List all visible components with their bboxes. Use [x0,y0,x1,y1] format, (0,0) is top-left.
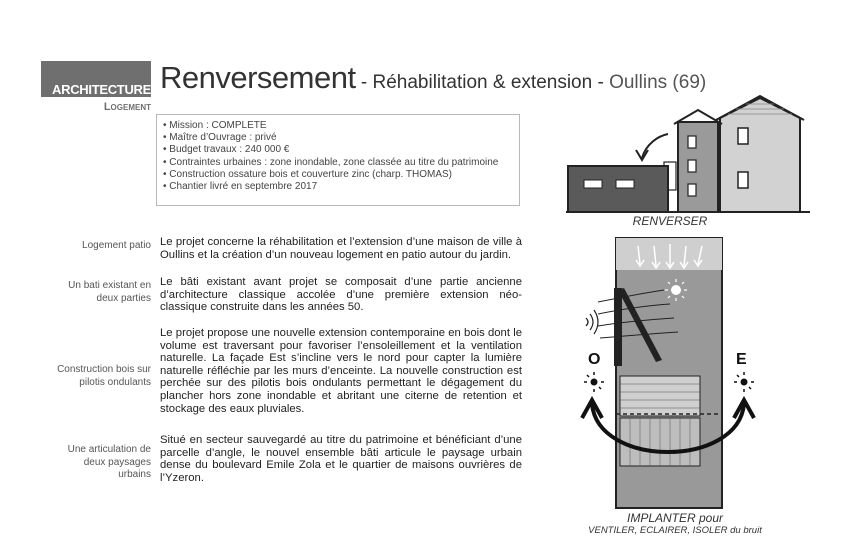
section-text: Le projet concerne la réhabilitation et l’extension d’une maison de ville à Oullins et la création d’un nouveau logement en patio autour du jardin. [160,236,522,261]
section-text: Le bâti existant avant projet se composait d’une partie ancienne d’architecture classique accolée d’une première extension néo-classique construite dans les années 50. [160,276,522,314]
title-separator-2: - [592,72,610,93]
section-text: Situé en secteur sauvegardé au titre du patrimoine et bénéficiant d’une parcelle d’angle, le nouvel ensemble bâti articule le paysage urbain dense du boulevard Emile Zola et le quartier de maisons ouvrières de l’Yzeron. [160,434,522,484]
project-title: Renversement [160,60,356,95]
title-separator: - [355,72,373,93]
caption-renverser: RENVERSER [632,214,708,228]
category-label: ARCHITECTURE [52,82,151,97]
section-label: Logement patio [82,240,151,251]
info-item: • Mission : COMPLETE [163,120,267,131]
info-item: • Contraintes urbaines : zone inondable, zone classée au titre du patrimoine [163,156,499,168]
section-label: Une articulation de deux paysages urbains [67,444,151,480]
info-item: • Chantier livré en septembre 2017 [163,181,318,193]
caption-implanter-sub: VENTILER, ECLAIRER, ISOLER du bruit [588,525,762,536]
implanter-sketch [578,228,778,510]
subcategory-label: Logement [103,101,151,113]
letter-east: E [736,351,747,368]
caption-implanter: IMPLANTER pour [626,511,724,525]
project-location: Oullins (69) [609,72,707,93]
project-subtitle: Réhabilitation & extension [372,72,593,93]
section-label: Un bati existant en deux parties [68,280,151,304]
section-text: Le projet propose une nouvelle extension contemporaine en bois dont le volume est traversant pour favoriser l’ensoleillement et la ventilation naturelle. La façade Est s’incline vers le nord pour capter la lumière naturelle réfléchie par les murs d’enceinte. La nouvelle construction est perchée sur des pilotis bois ondulants permettant le dégagement du plancher hors zone inondable et abritant une citerne de retention et stockage des eaux pluviales. [160,327,522,415]
info-item: • Budget travaux : 240 000 € [163,144,290,156]
info-item: • Maître d’Ouvrage : privé [163,132,277,144]
project-info-box [156,114,520,206]
letter-west: O [588,351,601,368]
renverser-sketch [560,88,820,218]
section-label: Construction bois sur pilotis ondulants [57,364,151,388]
info-item: • Construction ossature bois et couverture zinc (charp. THOMAS) [163,168,452,180]
